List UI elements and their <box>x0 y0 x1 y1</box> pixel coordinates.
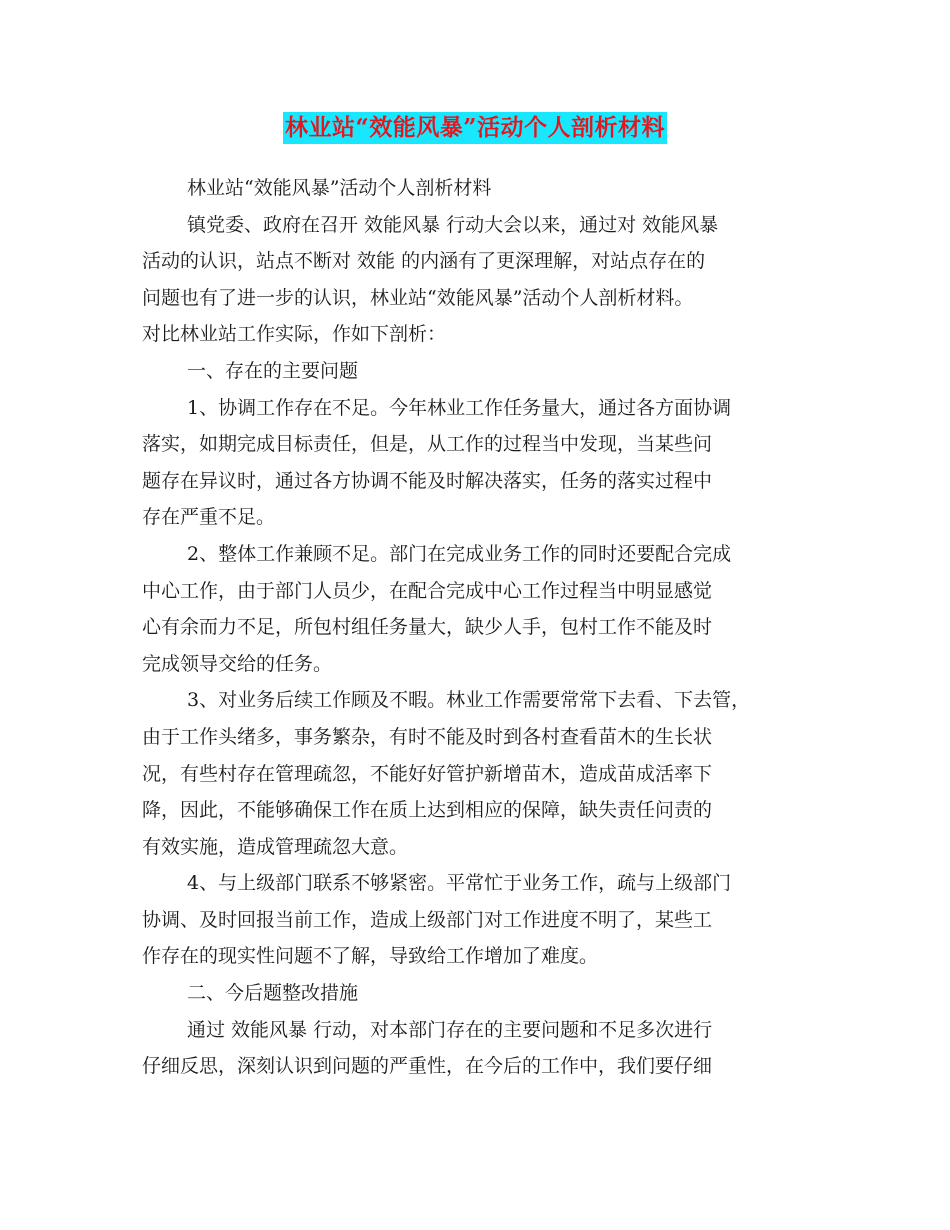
text-line: 2、整体工作兼顾不足。部门在完成业务工作的同时还要配合完成 <box>187 542 732 565</box>
document-title: 林业站“效能风暴”活动个人剖析材料 <box>283 112 667 144</box>
text-line: 4、与上级部门联系不够紧密。平常忙于业务工作，疏与上级部门 <box>187 872 732 895</box>
section-heading: 一、存在的主要问题 <box>187 359 359 382</box>
text-line: 有效实施，造成管理疏忽大意。 <box>142 835 409 858</box>
text-line: 镇党委、政府在召开 效能风暴 行动大会以来，通过对 效能风暴 <box>187 213 719 236</box>
text-line: 由于工作头绪多，事务繁杂，有时不能及时到各村查看苗木的生长状 <box>142 725 713 748</box>
text-line: 况，有些村存在管理疏忽，不能好好管护新增苗木，造成苗成活率下 <box>142 762 713 785</box>
text-line: 降，因此，不能够确保工作在质上达到相应的保障，缺失责任问责的 <box>142 799 713 822</box>
text-line: 存在严重不足。 <box>142 506 276 529</box>
text-line: 协调、及时回报当前工作，造成上级部门对工作进度不明了，某些工 <box>142 908 713 931</box>
section-heading: 二、今后题整改措施 <box>187 982 359 1005</box>
text-line: 中心工作，由于部门人员少，在配合完成中心工作过程当中明显感觉 <box>142 579 713 602</box>
text-line: 通过 效能风暴 行动，对本部门存在的主要问题和不足多次进行 <box>187 1018 713 1041</box>
text-line: 问题也有了进一步的认识，林业站“效能风暴”活动个人剖析材料。 <box>142 286 694 309</box>
text-line: 心有余而力不足，所包村组任务量大，缺少人手，包村工作不能及时 <box>142 616 713 639</box>
text-line: 活动的认识，站点不断对 效能 的内涵有了更深理解，对站点存在的 <box>142 250 706 273</box>
text-line: 林业站“效能风暴”活动个人剖析材料 <box>187 177 492 199</box>
text-line: 作存在的现实性问题不了解，导致给工作增加了难度。 <box>142 945 599 968</box>
text-line: 仔细反思，深刻认识到问题的严重性，在今后的工作中，我们要仔细 <box>142 1055 713 1078</box>
text-line: 对比林业站工作实际，作如下剖析： <box>142 323 447 346</box>
text-line: 3、对业务后续工作顾及不暇。林业工作需要常常下去看、下去管， <box>187 689 751 712</box>
text-line: 1、协调工作存在不足。今年林业工作任务量大，通过各方面协调 <box>187 396 732 419</box>
text-line: 完成领导交给的任务。 <box>142 652 333 675</box>
title-container <box>0 112 950 144</box>
text-line: 题存在异议时，通过各方协调不能及时解决落实，任务的落实过程中 <box>142 469 713 492</box>
text-line: 落实，如期完成目标责任，但是，从工作的过程当中发现，当某些问 <box>142 433 713 456</box>
document-body <box>142 170 822 1085</box>
